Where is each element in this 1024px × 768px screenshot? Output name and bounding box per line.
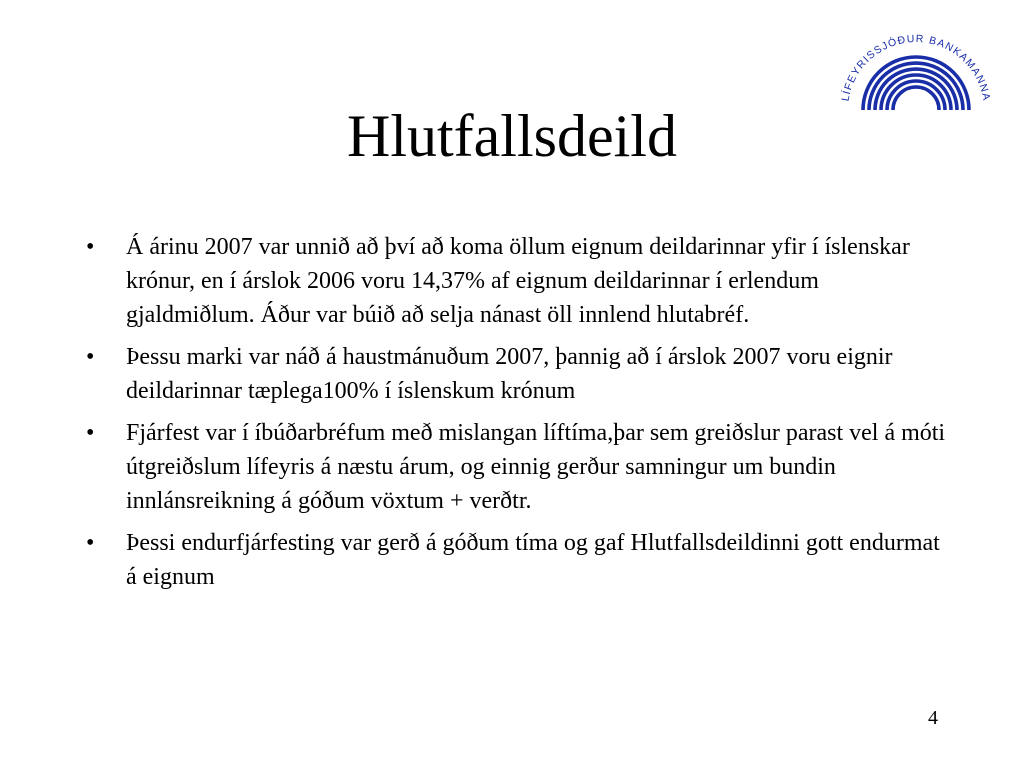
- bullet-text: Þessu marki var náð á haustmánuðum 2007, þannig að í árslok 2007 voru eignir deildarinnar tæplega100% í íslenskum krónum: [126, 344, 893, 404]
- bullet-item: [86, 526, 946, 594]
- bullet-item: [86, 416, 946, 518]
- bullet-icon: •: [86, 420, 95, 446]
- bullet-text: Á árinu 2007 var unnið að því að koma öllum eignum deildarinnar yfir í íslenskar krónur, en í árslok 2006 voru 14,37% af eignum deildarinnar í erlendum gjaldmiðlum. Áður var búið að selja nánast öll innlend hlutabréf.: [126, 234, 910, 328]
- page-number: 4: [928, 707, 938, 729]
- bullet-list: [86, 230, 946, 602]
- bullet-item: [86, 340, 946, 408]
- bullet-icon: •: [86, 530, 95, 556]
- bullet-item: [86, 230, 946, 332]
- bullet-icon: •: [86, 234, 95, 260]
- bullet-text: Þessi endurfjárfesting var gerð á góðum tíma og gaf Hlutfallsdeildinni gott endurmat á eignum: [126, 530, 940, 590]
- bullet-icon: •: [86, 344, 95, 370]
- slide-title: Hlutfallsdeild: [347, 103, 677, 169]
- logo-text: LÍFEYRISSJÓÐUR BANKAMANNA: [839, 32, 993, 103]
- bullet-text: Fjárfest var í íbúðarbréfum með mislangan líftíma,þar sem greiðslur parast vel á móti útgreiðslum lífeyris á næstu árum, og einnig gerður samningur um bundin innlánsreikning á góðum vöxtum + verðtr.: [126, 420, 946, 514]
